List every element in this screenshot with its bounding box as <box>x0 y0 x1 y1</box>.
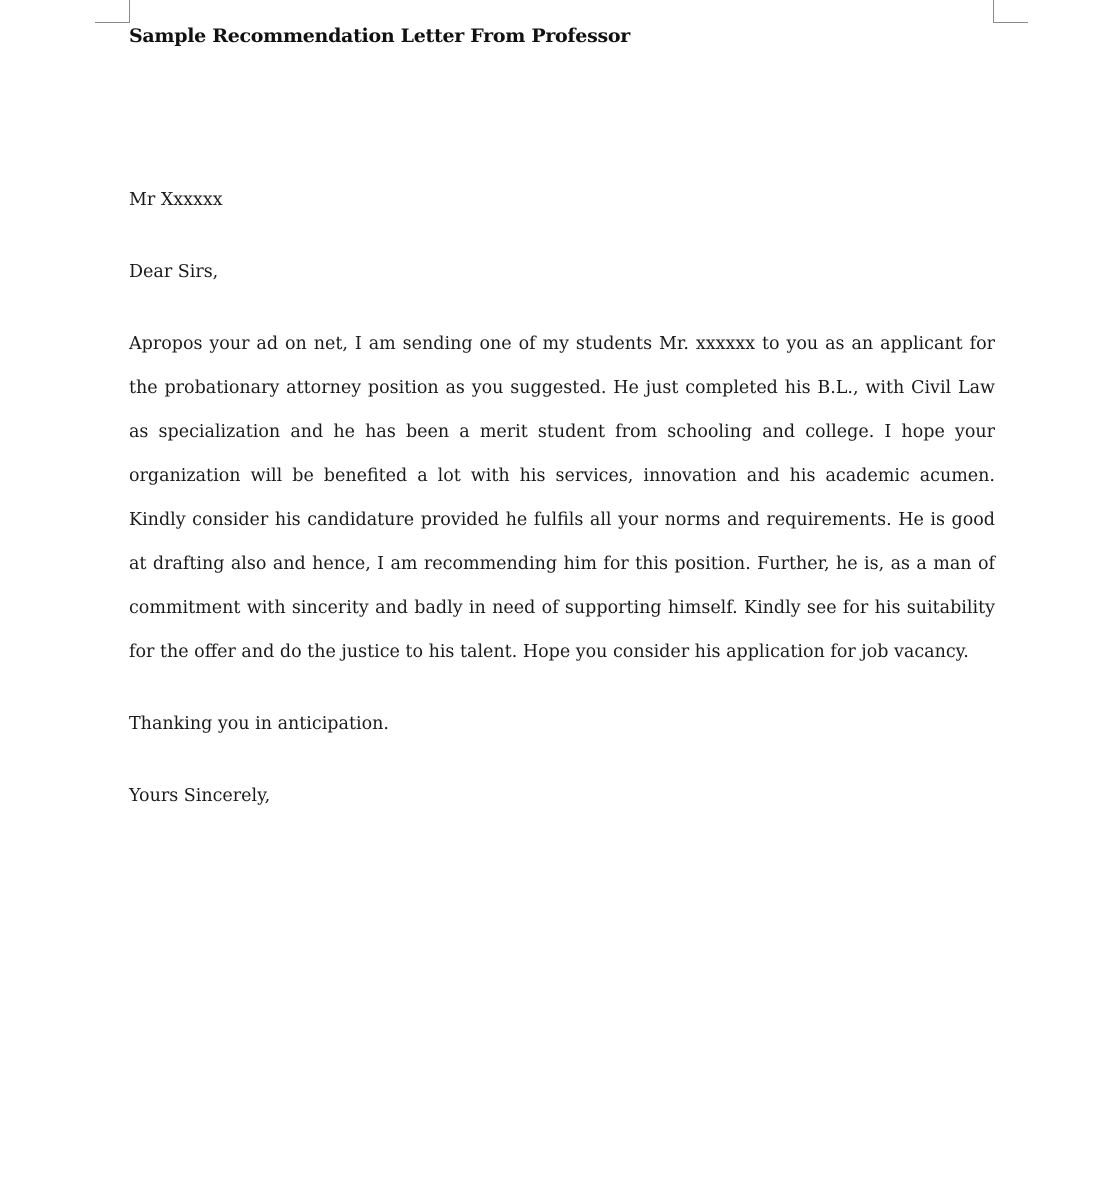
salutation-line: Dear Sirs, <box>129 262 219 282</box>
page-corner-mark-top-right <box>993 0 1028 23</box>
recipient-line: Mr Xxxxxx <box>129 190 223 210</box>
page-corner-mark-top-left <box>95 0 130 23</box>
letter-page <box>129 22 995 818</box>
letter-body-paragraph: Apropos your ad on net, I am sending one of my students Mr. xxxxxx to you as an applicant for the probationary attorney position as you suggested. He just completed his B.L., with Civil Law as specialization and he has been a merit student from schooling and college. I hope your organization will be benefited a lot with his services, innovation and his academic acumen. Kindly consider his candidature provided he fulfils all your norms and requirements. He is good at drafting also and hence, I am recommending him for this position. Further, he is, as a man of commitment with sincerity and badly in need of supporting himself. Kindly see for his suitability for the offer and do the justice to his talent. Hope you consider his application for job vacancy. <box>129 334 995 662</box>
signoff-line: Yours Sincerely, <box>129 786 271 806</box>
document-title: Sample Recommendation Letter From Professor <box>129 25 630 47</box>
closing-line: Thanking you in anticipation. <box>129 714 389 734</box>
